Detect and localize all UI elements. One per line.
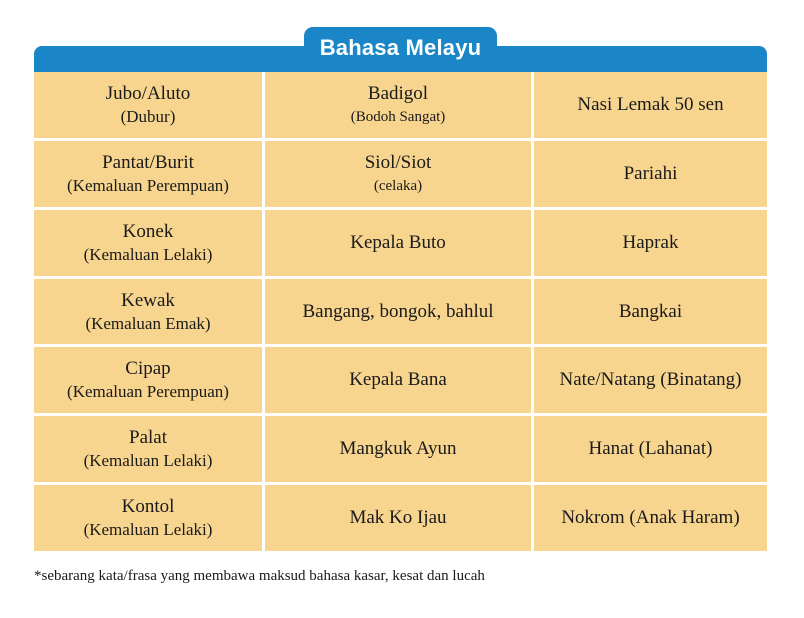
cell-word: Bangkai bbox=[618, 300, 683, 322]
cell-word: Bangang, bongok, bahlul bbox=[302, 300, 494, 322]
table-cell bbox=[534, 72, 767, 141]
table-cell bbox=[534, 210, 767, 279]
cell-word: Jubo/Aluto bbox=[105, 82, 191, 104]
cell-meaning: (Dubur) bbox=[120, 106, 176, 126]
cell-word: Pariahi bbox=[623, 162, 678, 184]
cell-word: Pantat/Burit bbox=[102, 151, 194, 173]
cell-word: Haprak bbox=[622, 231, 679, 253]
table-cell bbox=[34, 347, 265, 416]
cell-meaning: (Bodoh Sangat) bbox=[350, 108, 446, 125]
cell-word: Palat bbox=[129, 427, 167, 449]
cell-word: Nasi Lemak 50 sen bbox=[577, 93, 724, 115]
table-title: Bahasa Melayu bbox=[304, 27, 497, 69]
cell-word: Konek bbox=[122, 220, 174, 242]
table-cell bbox=[34, 72, 265, 141]
cell-word: Kontol bbox=[121, 496, 175, 518]
word-table bbox=[34, 72, 767, 554]
cell-meaning: (Kemaluan Lelaki) bbox=[83, 451, 213, 471]
cell-word: Nokrom (Anak Haram) bbox=[561, 507, 740, 529]
table-cell bbox=[34, 141, 265, 210]
table-cell bbox=[534, 416, 767, 485]
cell-word: Kepala Buto bbox=[350, 231, 446, 253]
table-cell bbox=[265, 141, 534, 210]
footnote: *sebarang kata/frasa yang membawa maksud bahasa kasar, kesat dan lucah bbox=[34, 568, 485, 584]
cell-word: Hanat (Lahanat) bbox=[588, 438, 713, 460]
table-cell bbox=[265, 347, 534, 416]
cell-word: Mangkuk Ayun bbox=[339, 438, 457, 460]
cell-meaning: (Kemaluan Perempuan) bbox=[67, 175, 229, 195]
cell-word: Mak Ko Ijau bbox=[349, 507, 447, 529]
table-cell bbox=[34, 279, 265, 348]
table-cell bbox=[265, 416, 534, 485]
cell-meaning: (Kemaluan Perempuan) bbox=[67, 382, 229, 402]
cell-word: Badigol bbox=[367, 82, 429, 104]
cell-meaning: (Kemaluan Lelaki) bbox=[83, 244, 213, 264]
table-cell bbox=[34, 485, 265, 554]
cell-meaning: (celaka) bbox=[373, 177, 423, 194]
table-cell bbox=[534, 279, 767, 348]
table-cell bbox=[534, 141, 767, 210]
cell-meaning: (Kemaluan Emak) bbox=[85, 313, 211, 333]
table-cell bbox=[265, 210, 534, 279]
table-cell bbox=[534, 347, 767, 416]
cell-word: Kewak bbox=[121, 289, 175, 311]
table-cell bbox=[534, 485, 767, 554]
cell-word: Nate/Natang (Binatang) bbox=[559, 369, 742, 391]
cell-meaning: (Kemaluan Lelaki) bbox=[83, 520, 213, 540]
cell-word: Cipap bbox=[125, 358, 171, 380]
table-cell bbox=[265, 485, 534, 554]
cell-word: Kepala Bana bbox=[349, 369, 447, 391]
cell-word: Siol/Siot bbox=[364, 151, 432, 173]
table-cell bbox=[265, 279, 534, 348]
table-cell bbox=[265, 72, 534, 141]
table-cell bbox=[34, 210, 265, 279]
table-cell bbox=[34, 416, 265, 485]
